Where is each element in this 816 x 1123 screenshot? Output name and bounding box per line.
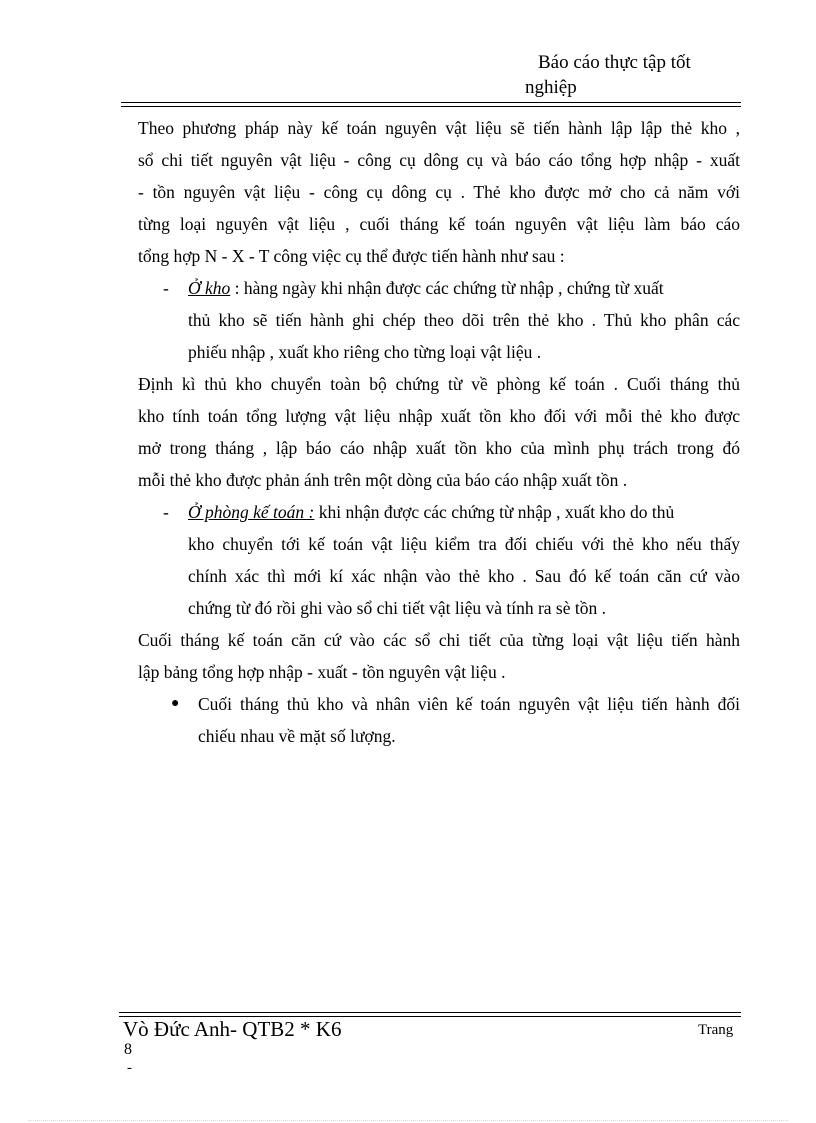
footer-rule-upper — [119, 1012, 741, 1013]
item-label-kho: Ở kho — [188, 278, 231, 298]
body-line: Định kì thủ kho chuyển toàn bộ chứng từ về phòng kế toán . Cuối tháng thủ — [138, 374, 740, 394]
header-title-line1: Báo cáo thực tập tốt — [538, 52, 691, 73]
body-line: chiếu nhau về mặt số lượng. — [198, 726, 396, 746]
page-header-title — [525, 50, 725, 100]
body-line: kho tính toán tổng lượng vật liệu nhập xuất tồn kho đối với mỗi thẻ kho được — [138, 406, 740, 426]
body-line: mở trong tháng , lập báo cáo nhập xuất tồn kho của mình phụ trách trong đó — [138, 438, 740, 458]
body-line: thủ kho sẽ tiến hành ghi chép theo dõi trên thẻ kho . Thủ kho phân các — [188, 310, 740, 330]
bullet-item — [138, 688, 740, 720]
footer-page-number: 8 — [124, 1041, 132, 1058]
item-label-phong-ke-toan: Ở phòng kế toán : — [188, 502, 315, 522]
item-text: khi nhận được các chứng từ nhập , xuất kho do thủ — [314, 502, 675, 522]
body-line: chính xác thì mới kí xác nhận vào thẻ kho . Sau đó kế toán căn cứ vào — [188, 566, 740, 586]
body-line: kho chuyển tới kế toán vật liệu kiểm tra đối chiếu với thẻ kho nếu thấy — [188, 534, 740, 554]
body-line: tổng hợp N - X - T công việc cụ thể được tiến hành như sau : — [138, 246, 565, 266]
body-line: Cuối tháng kế toán căn cứ vào các sổ chi tiết của từng loại vật liệu tiến hành — [138, 630, 740, 650]
list-item-kho — [138, 272, 740, 304]
header-title-line2: nghiệp — [525, 77, 577, 98]
document-body — [138, 112, 740, 752]
footer-page-label: Trang — [698, 1022, 734, 1038]
page-bottom-dotted-line — [28, 1120, 788, 1121]
bullet-icon: ● — [171, 696, 180, 711]
header-rule-upper — [121, 102, 741, 103]
item-text: : hàng ngày khi nhận được các chứng từ nhập , chứng từ xuất — [230, 278, 664, 298]
body-line: mỗi thẻ kho được phản ánh trên một dòng của báo cáo nhập xuất tồn . — [138, 470, 628, 490]
body-line: chứng từ đó rồi ghi vào sổ chi tiết vật liệu và tính ra sè tồn . — [188, 598, 606, 618]
body-line: từng loại nguyên vật liệu , cuối tháng kế toán nguyên vật liệu làm báo cáo — [138, 214, 740, 234]
footer-author: Vò Đức Anh- QTB2 * K6 — [123, 1017, 342, 1041]
body-line: sổ chi tiết nguyên vật liệu - công cụ dông cụ và báo cáo tổng hợp nhập - xuất — [138, 150, 740, 170]
bullet-text: Cuối tháng thủ kho và nhân viên kế toán nguyên vật liệu tiến hành đối — [198, 694, 740, 714]
list-item-phong-ke-toan — [138, 496, 740, 528]
header-rule-lower — [121, 106, 741, 107]
body-line: - tồn nguyên vật liệu - công cụ dông cụ . Thẻ kho được mở cho cả năm với — [138, 182, 740, 202]
dash-marker: - — [163, 278, 169, 298]
body-line: phiếu nhập , xuất kho riêng cho từng loại vật liệu . — [188, 342, 542, 362]
dash-marker: - — [163, 502, 169, 522]
body-line: lập bảng tổng hợp nhập - xuất - tồn nguyên vật liệu . — [138, 662, 506, 682]
footer-dash: - — [127, 1060, 132, 1076]
body-line: Theo phương pháp này kế toán nguyên vật liệu sẽ tiến hành lập lập thẻ kho , — [138, 118, 740, 138]
